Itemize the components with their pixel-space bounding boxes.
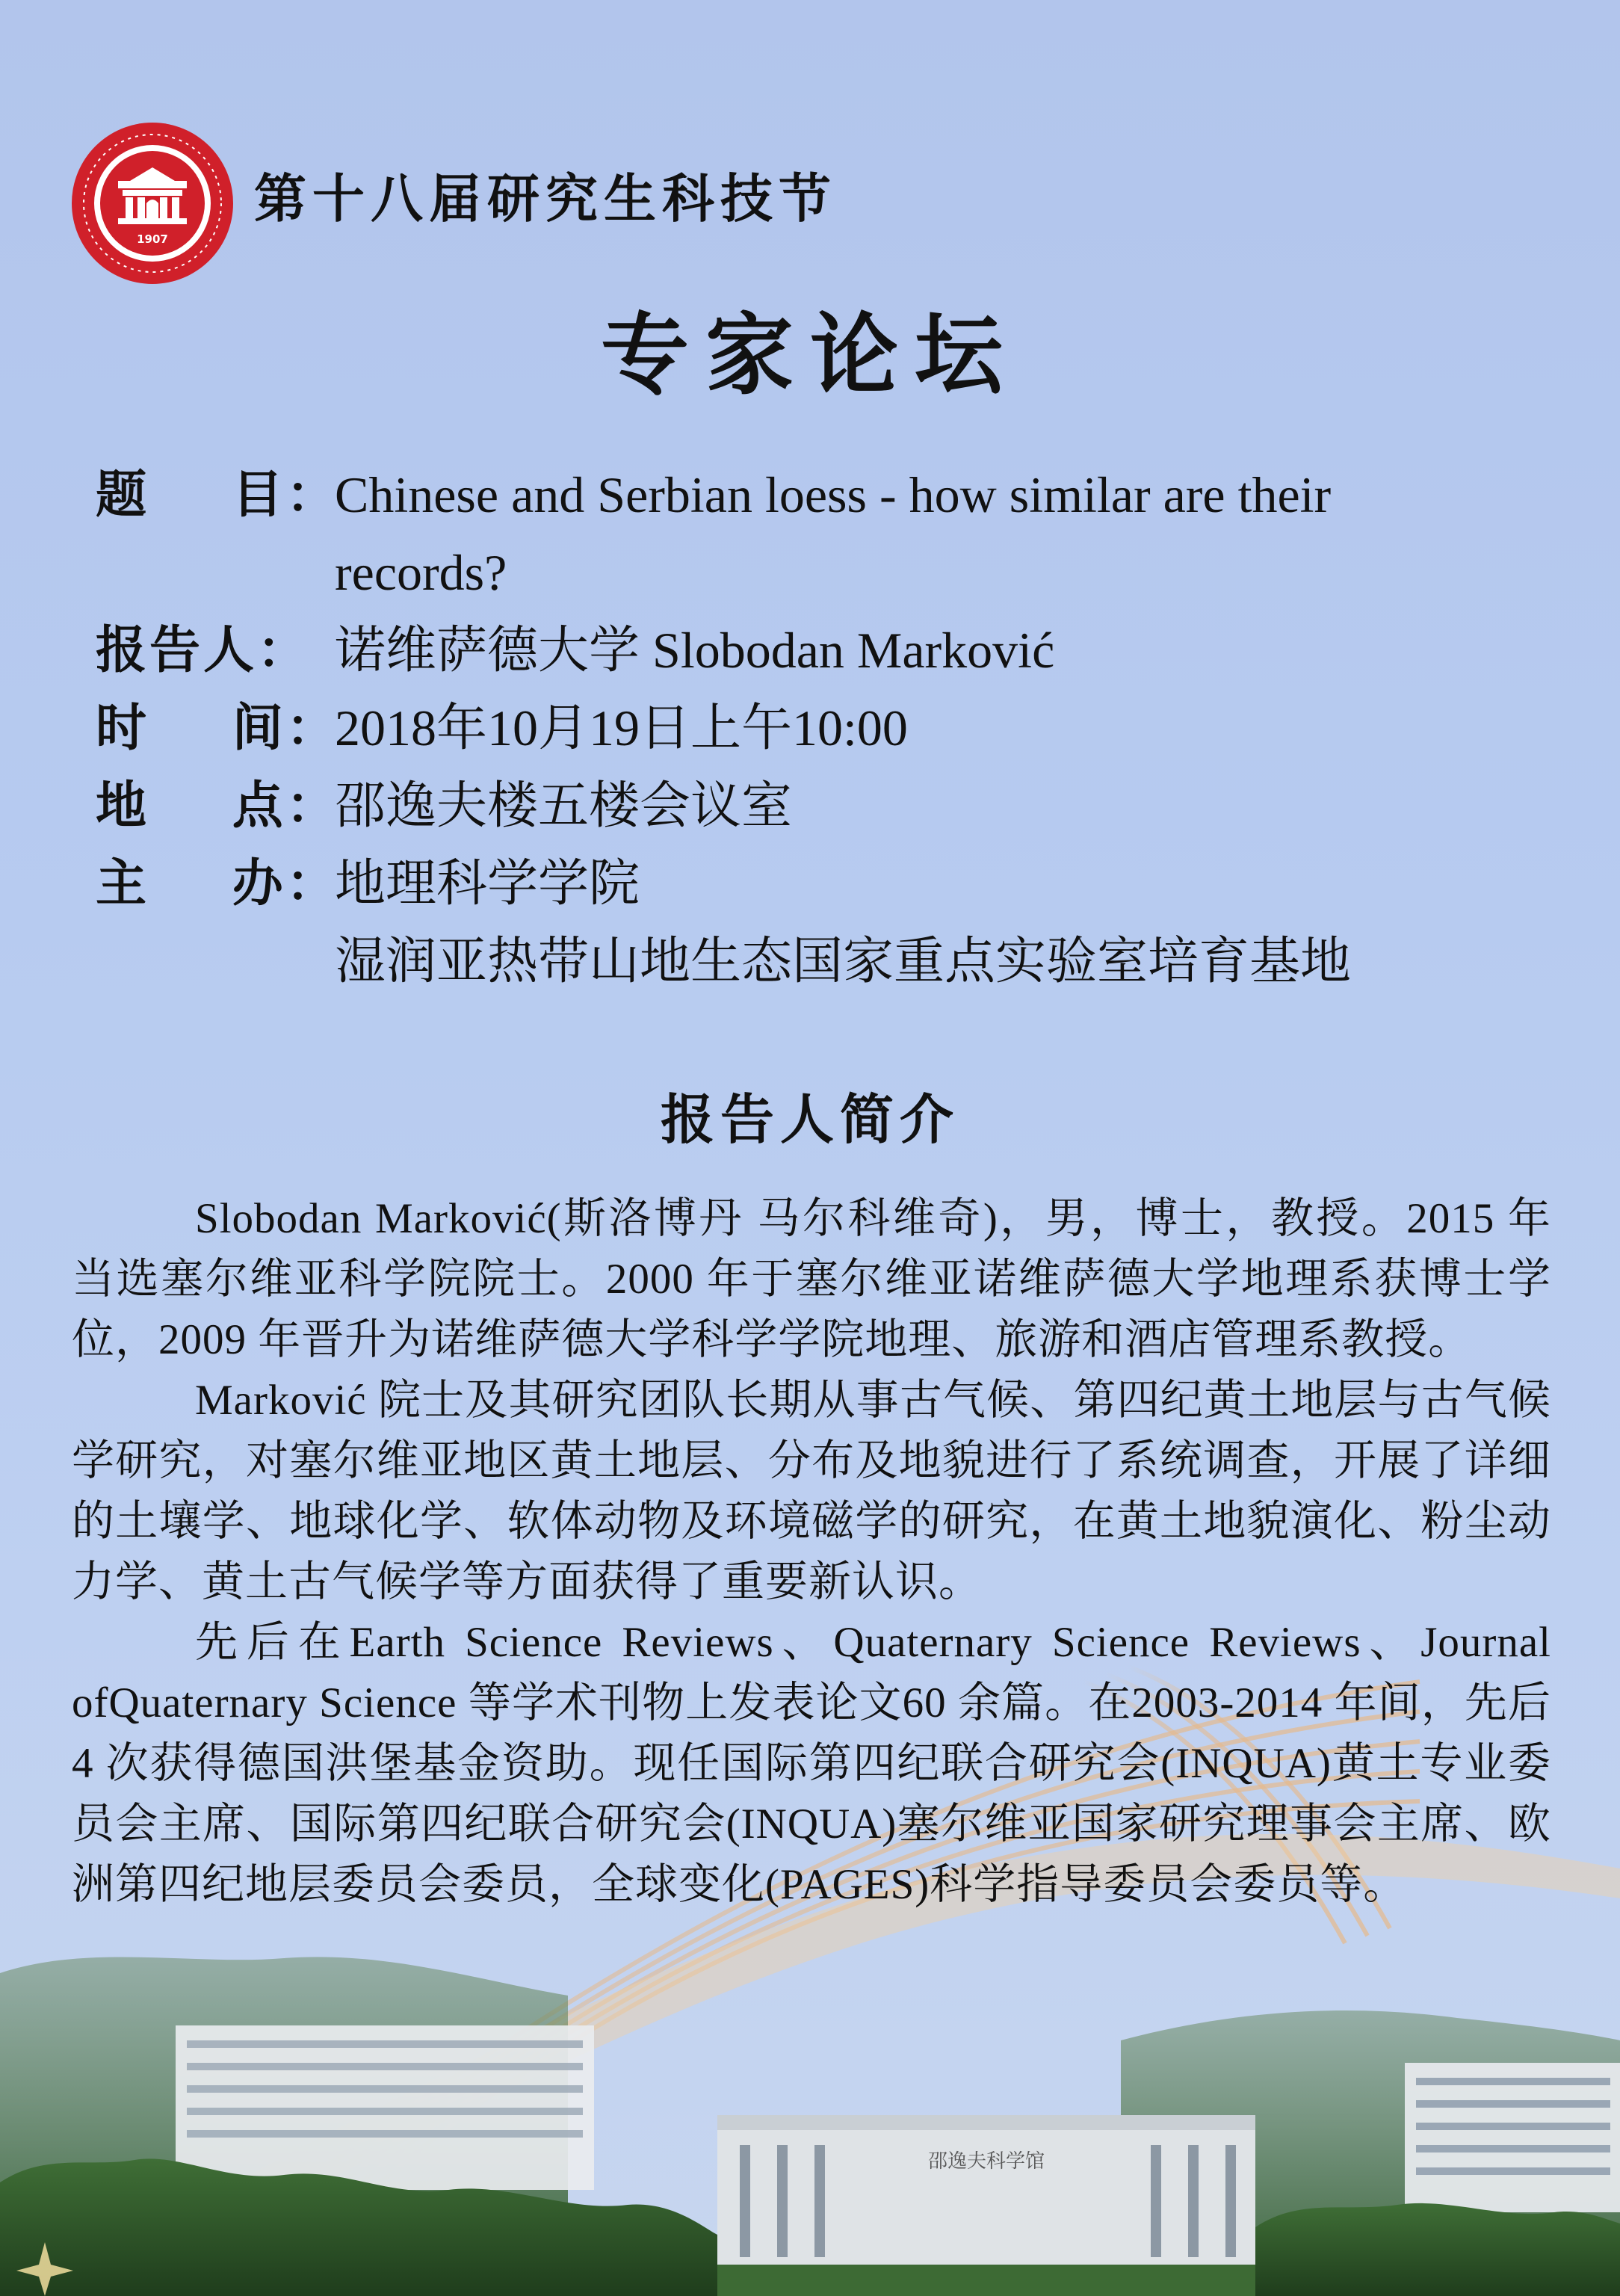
place-label: 地 点： xyxy=(96,776,340,836)
host-row xyxy=(96,845,1560,1000)
campus-scene xyxy=(0,1913,1620,2296)
building-sign: 邵逸夫科学馆 xyxy=(927,2150,1045,2173)
topic-value xyxy=(335,456,1560,611)
time-value: 2018年10月19日上午10:00 xyxy=(335,700,908,756)
host-value-2: 湿润亚热带山地生态国家重点实验室培育基地 xyxy=(335,933,1352,990)
bio-paragraph-1: Slobodan Marković(斯洛博丹 马尔科维奇)，男，博士，教授。2015 年当选塞尔维亚科学院院士。2000 年于塞尔维亚诺维萨德大学地理系获博士学位，2009 年晋升为诺维萨德大学科学学院地理、旅游和酒店管理系教授。 xyxy=(72,1195,1551,1363)
topic-label: 题 目： xyxy=(96,465,340,525)
bio-title: 报告人简介 xyxy=(660,1087,959,1151)
topic-line-2: records? xyxy=(335,544,507,601)
speaker-value: 诺维萨德大学 Slobodan Marković xyxy=(335,622,1055,679)
bio-paragraph-3: 先后在Earth Science Reviews、Quaternary Science Reviews、Journal ofQuaternary Science 等学术刊物上发表论文60 余篇。在2003-2014 年间，先后4 次获得德国洪堡基金资助。现任国际第四纪联合研究会(INQUA)黄土专业委员会主席、国际第四纪联合研究会(INQUA)塞尔维亚国家研究理事会主席、欧洲第四纪地层委员会委员，全球变化(PAGES)科学指导委员会委员等。 xyxy=(72,1619,1551,1908)
event-info xyxy=(96,456,1560,1000)
topic-row xyxy=(96,456,1560,611)
time-row xyxy=(96,689,1560,767)
host-value-1: 地理科学学院 xyxy=(335,855,640,912)
university-logo xyxy=(69,120,236,287)
host-value xyxy=(335,845,1560,1000)
bio-text xyxy=(72,1188,1551,1915)
speaker-label: 报告人： xyxy=(96,620,312,680)
bio-paragraph-2: Marković 院士及其研究团队长期从事古气候、第四纪黄土地层与古气候学研究，对塞尔维亚地区黄土地层、分布及地貌进行了系统调查，开展了详细的土壤学、地球化学、软体动物及环境磁学的研究，在黄土地貌演化、粉尘动力学、黄土古气候学等方面获得了重要新认识。 xyxy=(72,1377,1551,1605)
topic-line-1: Chinese and Serbian loess - how similar are their xyxy=(335,466,1332,523)
time-label: 时 间： xyxy=(96,698,340,758)
forum-title: 专家论坛 xyxy=(600,303,1019,407)
logo-year: 1907 xyxy=(137,232,168,246)
place-value: 邵逸夫楼五楼会议室 xyxy=(335,777,793,834)
host-label: 主 办： xyxy=(96,854,340,913)
festival-title: 第十八届研究生科技节 xyxy=(254,167,837,229)
speaker-row xyxy=(96,611,1560,689)
place-row xyxy=(96,767,1560,845)
